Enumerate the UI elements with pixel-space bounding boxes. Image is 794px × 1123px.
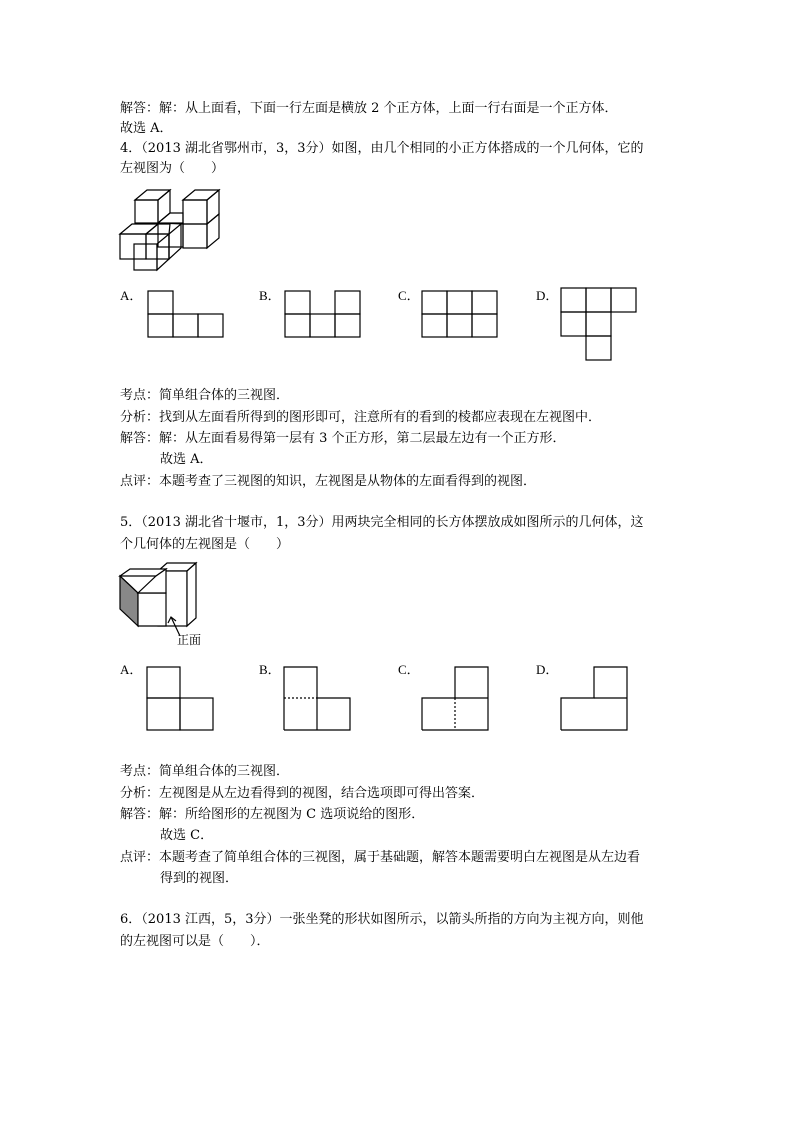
q5-front-label: 正面 [177, 633, 202, 647]
q4-stem-line-2: 左视图为（ ） [120, 161, 225, 176]
q4-cubes-figure [118, 188, 228, 274]
q5-option-b-label: B． [259, 662, 281, 677]
q4-guxuan: 故选 A． [160, 452, 213, 467]
q4-fenxi: 分析：找到从左面看所得到的图形即可，注意所有的看到的棱都应表现在左视图中． [120, 410, 602, 425]
q5-stem-line-1: 5．（2013 湖北省十堰市，1，3分）用两块完全相同的长方体摆放成如图所示的几何体，这 [120, 515, 644, 530]
q4-option-c-figure [421, 290, 501, 340]
q6-stem-line-2: 的左视图可以是（ ）． [120, 934, 270, 949]
q4-option-a-label: A． [120, 288, 143, 303]
answer-line: 解答：解：从上面看，下面一行左面是横放 2 个正方体，上面一行右面是一个正方体． [120, 101, 618, 116]
q4-kaodian: 考点：简单组合体的三视图． [120, 388, 290, 403]
q5-option-a-figure [146, 666, 216, 736]
q5-option-c-label: C． [398, 662, 420, 677]
q5-kaodian: 考点：简单组合体的三视图． [120, 764, 290, 779]
q4-option-a-figure [147, 290, 227, 340]
q6-stem-line-1: 6．（2013 江西，5，3分）一张坐凳的形状如图所示，以箭头所指的方向为主视方向，则他 [120, 912, 644, 927]
q4-stem-line-1: 4．（2013 湖北省鄂州市，3，3分）如图，由几个相同的小正方体搭成的一个几何体，它的 [120, 141, 644, 156]
q5-option-c-figure [421, 666, 491, 736]
q5-dianping-line-2: 得到的视图． [160, 871, 239, 886]
q5-option-a-label: A． [120, 662, 143, 677]
q4-dianping: 点评：本题考查了三视图的知识，左视图是从物体的左面看得到的视图． [120, 474, 537, 489]
q4-option-d-figure [560, 287, 640, 362]
q5-option-d-figure [560, 666, 632, 736]
q5-option-d-label: D． [536, 662, 559, 677]
q5-guxuan: 故选 C． [160, 828, 214, 843]
q4-option-d-label: D． [536, 288, 559, 303]
q5-stem-line-2: 个几何体的左视图是（ ） [120, 537, 290, 552]
q5-dianping-line-1: 点评：本题考查了简单组合体的三视图，属于基础题，解答本题需要明白左视图是从左边看 [120, 850, 641, 865]
q5-jieda: 解答：解：所给图形的左视图为 C 选项说给的图形． [120, 807, 425, 822]
q4-option-b-figure [284, 290, 364, 340]
q5-option-b-figure [283, 666, 353, 736]
q5-fenxi: 分析：左视图是从左边看得到的视图，结合选项即可得出答案． [120, 786, 485, 801]
q4-option-b-label: B． [259, 288, 281, 303]
choice-line: 故选 A． [120, 121, 173, 136]
q4-option-c-label: C． [398, 288, 420, 303]
q4-jieda: 解答：解：从左面看易得第一层有 3 个正方形，第二层最左边有一个正方形． [120, 431, 566, 446]
